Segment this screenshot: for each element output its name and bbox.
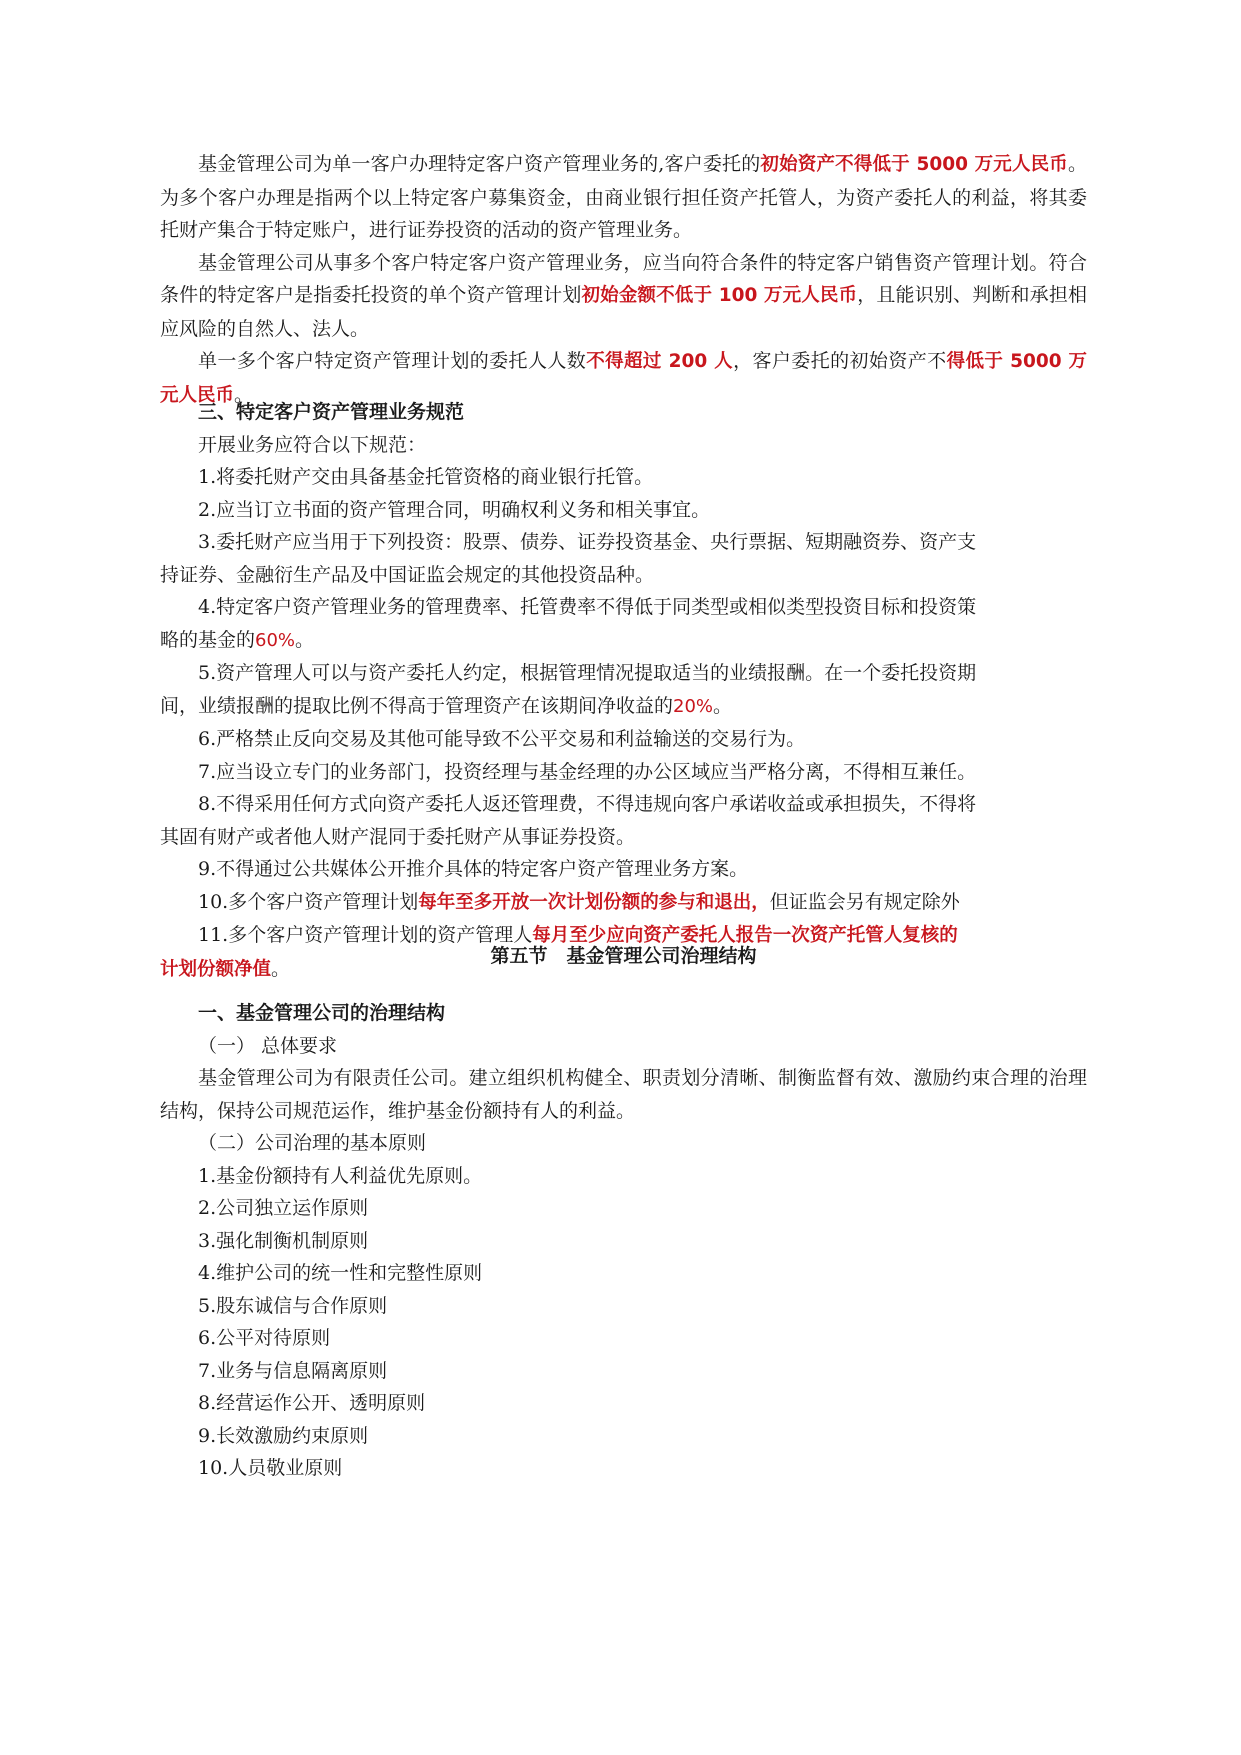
rule-item-continued: 持证券、金融衍生产品及中国证监会规定的其他投资品种。 bbox=[160, 563, 655, 586]
rule-item: 9.不得通过公共媒体公开推介具体的特定客户资产管理业务方案。 bbox=[198, 858, 749, 880]
highlight-max-clients: 不得超过 200 人 bbox=[586, 351, 734, 372]
rules-intro: 开展业务应符合以下规范： bbox=[198, 433, 427, 456]
principle-item: 1.基金份额持有人利益优先原则。 bbox=[198, 1164, 483, 1187]
paragraph-multi-client: 基金管理公司从事多个客户特定客户资产管理业务，应当向符合条件的特定客户销售资产管理计划。符合条件的特定客户是指委托投资的单个资产管理计划初始金额不低于 100 万元人民币，且能识别、判断和承担相应风险的自然人、法人。 bbox=[160, 251, 1087, 340]
highlight-open-frequency: 每年至多开放一次计划份额的参与和退出， bbox=[418, 891, 770, 913]
principle-item: 2.公司独立运作原则 bbox=[198, 1197, 369, 1219]
rule-item: 6.严格禁止反向交易及其他可能导致不公平交易和利益输送的交易行为。 bbox=[198, 728, 806, 750]
subheading-principles: （二）公司治理的基本原则 bbox=[198, 1132, 427, 1154]
subheading-general: （一） 总体要求 bbox=[198, 1034, 338, 1057]
rule-item: 5.资产管理人可以与资产委托人约定，根据管理情况提取适当的业绩报酬。在一个委托投资期 bbox=[198, 662, 977, 684]
rule-item: 2.应当订立书面的资产管理合同，明确权利义务和相关事宜。 bbox=[198, 498, 711, 521]
rule-item: 8.不得采用任何方式向资产委托人返还管理费，不得违规向客户承诺收益或承担损失，不得将 bbox=[198, 793, 977, 815]
rule-item: 4.特定客户资产管理业务的管理费率、托管费率不得低于同类型或相似类型投资目标和投资策 bbox=[198, 596, 977, 618]
highlight-nav: 计划份额净值 bbox=[160, 958, 272, 980]
highlight-fee-ratio: 60% bbox=[255, 629, 296, 651]
principle-item: 9.长效激励约束原则 bbox=[198, 1424, 369, 1447]
intro-paragraphs bbox=[160, 148, 1087, 412]
section-business-rules bbox=[160, 396, 1087, 986]
rule-item-continued: 其固有财产或者他人财产混同于委托财产从事证券投资。 bbox=[160, 825, 636, 848]
highlight-report-frequency: 每月至少应向资产委托人报告一次资产托管人复核的 bbox=[532, 925, 958, 946]
rule-item-continued: 略的基金的60%。 bbox=[160, 628, 315, 651]
highlight-min-assets: 初始资产不得低于 5000 万元人民币 bbox=[760, 154, 1068, 175]
rule-item: 7.应当设立专门的业务部门，投资经理与基金经理的办公区域应当严格分离，不得相互兼任。 bbox=[198, 760, 977, 783]
principle-item: 5.股东诚信与合作原则 bbox=[198, 1294, 388, 1317]
section-governance bbox=[160, 997, 1087, 1485]
rule-item: 1.将委托财产交由具备基金托管资格的商业银行托管。 bbox=[198, 466, 654, 488]
principle-item: 4.维护公司的统一性和完整性原则 bbox=[198, 1262, 483, 1284]
paragraph-general: 基金管理公司为有限责任公司。建立组织机构健全、职责划分清晰、制衡监督有效、激励约束合理的治理结构，保持公司规范运作，维护基金份额持有人的利益。 bbox=[160, 1067, 1087, 1122]
principle-item: 8.经营运作公开、透明原则 bbox=[198, 1392, 426, 1414]
highlight-min-amount: 初始金额不低于 100 万元人民币 bbox=[581, 285, 858, 306]
section-heading: 三、特定客户资产管理业务规范 bbox=[198, 401, 465, 423]
chapter-section-title: 第五节 基金管理公司治理结构 bbox=[490, 945, 757, 967]
highlight-min-initial: 得低于 5000 万元人民币 bbox=[160, 351, 1087, 406]
principle-item: 3.强化制衡机制原则 bbox=[198, 1229, 369, 1252]
principle-item: 7.业务与信息隔离原则 bbox=[198, 1359, 388, 1382]
paragraph-client-count: 单一多个客户特定资产管理计划的委托人人数不得超过 200 人，客户委托的初始资产不得低于 5000 万元人民币。 bbox=[160, 350, 1087, 406]
highlight-performance-fee: 20% bbox=[673, 695, 714, 717]
governance-heading: 一、基金管理公司的治理结构 bbox=[198, 1002, 446, 1024]
principle-item: 10.人员敬业原则 bbox=[198, 1457, 343, 1479]
rule-item: 10.多个客户资产管理计划每年至多开放一次计划份额的参与和退出，但证监会另有规定除外 bbox=[198, 890, 960, 913]
paragraph-single-client: 基金管理公司为单一客户办理特定客户资产管理业务的,客户委托的初始资产不得低于 5000 万元人民币。为多个客户办理是指两个以上特定客户募集资金，由商业银行担任资产托管人，为资产委托人的利益，将其委托财产集合于特定账户，进行证券投资的活动的资产管理业务。 bbox=[160, 153, 1087, 241]
rule-item: 11.多个客户资产管理计划的资产管理人每月至少应向资产委托人报告一次资产托管人复核的 bbox=[198, 924, 958, 946]
rule-item: 3.委托财产应当用于下列投资：股票、债券、证券投资基金、央行票据、短期融资券、资产支 bbox=[198, 531, 977, 553]
rule-item-continued: 间，业绩报酬的提取比例不得高于管理资产在该期间净收益的20%。 bbox=[160, 694, 733, 717]
rule-item-continued: 计划份额净值。 bbox=[160, 957, 291, 980]
principle-item: 6.公平对待原则 bbox=[198, 1327, 331, 1349]
